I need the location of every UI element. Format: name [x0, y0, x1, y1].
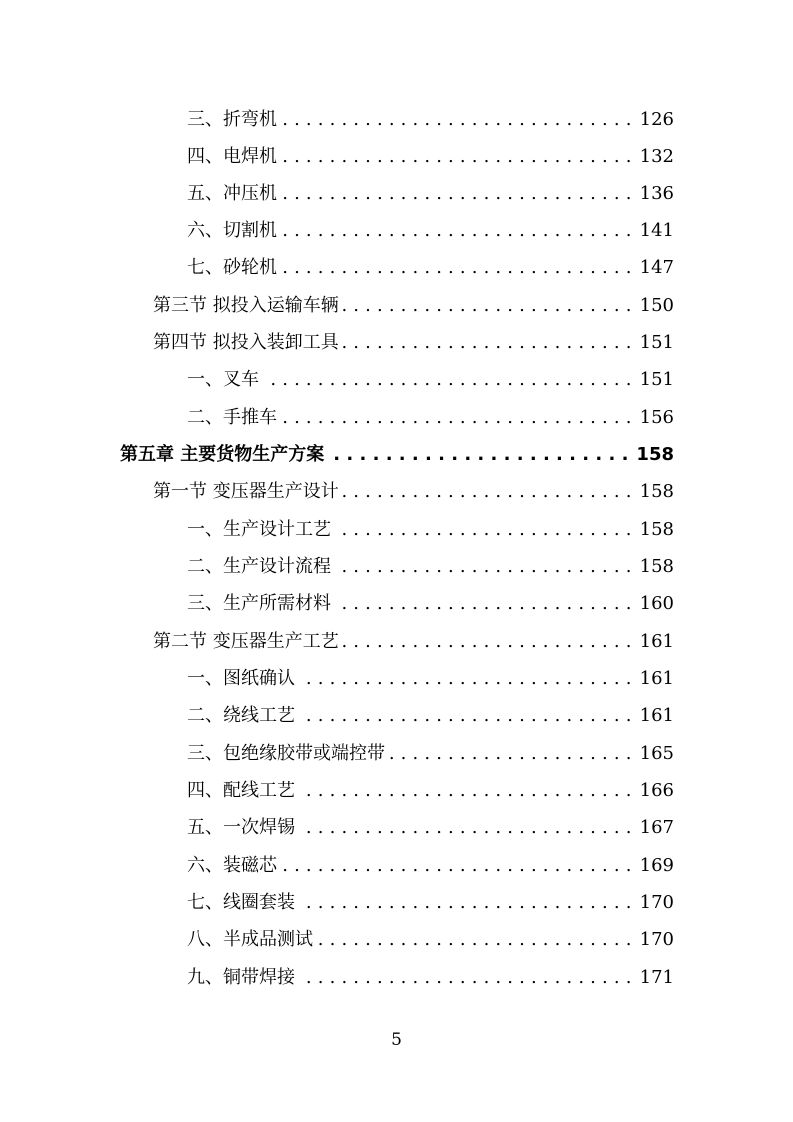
toc-entry-label: 六、装磁芯 — [187, 855, 277, 876]
toc-entry[interactable] — [187, 885, 674, 921]
dot-leader — [281, 400, 632, 436]
toc-entry-page: 158 — [639, 556, 674, 577]
toc-entry[interactable] — [153, 474, 674, 510]
toc-entry-page: 132 — [639, 146, 674, 167]
toc-entry-page: 156 — [639, 407, 674, 428]
toc-entry[interactable] — [187, 213, 674, 249]
toc-entry-page: 161 — [639, 705, 674, 726]
toc-entry-label: 第四节 拟投入装卸工具 — [153, 332, 339, 353]
dot-leader — [335, 586, 632, 622]
toc-entry-label: 一、生产设计工艺 — [187, 519, 331, 540]
toc-entry[interactable] — [187, 250, 674, 286]
dot-leader — [335, 512, 632, 548]
toc-entry[interactable] — [187, 400, 674, 436]
dot-leader — [343, 474, 632, 510]
toc-entry-label: 七、砂轮机 — [187, 257, 277, 278]
dot-leader — [299, 810, 632, 846]
toc-entry-page: 150 — [639, 295, 674, 316]
toc-entry[interactable] — [187, 698, 674, 734]
toc-entry-page: 126 — [639, 109, 674, 130]
toc-entry[interactable] — [187, 176, 674, 212]
toc-entry-label: 一、图纸确认 — [187, 668, 295, 689]
toc-entry-label: 第五章 主要货物生产方案 — [120, 444, 325, 465]
dot-leader — [281, 176, 632, 212]
dot-leader — [317, 922, 632, 958]
toc-entry-label: 五、冲压机 — [187, 183, 277, 204]
toc-entry-label: 二、绕线工艺 — [187, 705, 295, 726]
toc-entry-label: 第二节 变压器生产工艺 — [153, 631, 339, 652]
toc-entry-page: 147 — [639, 257, 674, 278]
toc-entry-label: 三、折弯机 — [187, 109, 277, 130]
toc-entry-page: 166 — [639, 780, 674, 801]
toc-chapter-entry[interactable] — [120, 437, 674, 473]
dot-leader — [281, 250, 632, 286]
toc-entry-label: 四、配线工艺 — [187, 780, 295, 801]
toc-entry-label: 八、半成品测试 — [187, 929, 313, 950]
toc-entry[interactable] — [187, 362, 674, 398]
toc-entry-label: 九、铜带焊接 — [187, 967, 295, 988]
toc-entry-label: 二、生产设计流程 — [187, 556, 331, 577]
toc-entry-page: 161 — [639, 668, 674, 689]
toc-entry-page: 171 — [639, 967, 674, 988]
toc-entry-page: 169 — [639, 855, 674, 876]
dot-leader — [328, 437, 628, 473]
toc-entry-label: 第三节 拟投入运输车辆 — [153, 295, 339, 316]
toc-entry[interactable] — [187, 848, 674, 884]
toc-entry[interactable] — [153, 624, 674, 660]
toc-entry-label: 三、包绝缘胶带或端控带 — [187, 743, 385, 764]
dot-leader — [299, 661, 632, 697]
toc-entry[interactable] — [187, 139, 674, 175]
toc-entry[interactable] — [153, 325, 674, 361]
toc-entry[interactable] — [187, 512, 674, 548]
dot-leader — [281, 848, 632, 884]
toc-entry-label: 三、生产所需材料 — [187, 593, 331, 614]
toc-entry[interactable] — [187, 773, 674, 809]
toc-entry-label: 四、电焊机 — [187, 146, 277, 167]
dot-leader — [343, 325, 632, 361]
toc-entry[interactable] — [187, 736, 674, 772]
toc-entry-label: 一、叉车 — [187, 369, 259, 390]
toc-entry-page: 161 — [639, 631, 674, 652]
dot-leader — [281, 213, 632, 249]
dot-leader — [343, 624, 632, 660]
dot-leader — [299, 773, 632, 809]
toc-entry[interactable] — [187, 810, 674, 846]
dot-leader — [281, 139, 632, 175]
toc-entry-page: 158 — [636, 444, 674, 465]
toc-entry[interactable] — [187, 661, 674, 697]
toc-entry[interactable] — [187, 960, 674, 996]
dot-leader — [299, 960, 632, 996]
toc-entry-page: 160 — [639, 593, 674, 614]
dot-leader — [389, 736, 632, 772]
dot-leader — [263, 362, 632, 398]
toc-entry-page: 165 — [639, 743, 674, 764]
toc-entry-page: 158 — [639, 481, 674, 502]
toc-entry[interactable] — [187, 922, 674, 958]
toc-entry-page: 151 — [639, 369, 674, 390]
dot-leader — [343, 288, 632, 324]
page-number: 5 — [391, 1030, 402, 1050]
toc-entry-label: 第一节 变压器生产设计 — [153, 481, 339, 502]
toc-entry[interactable] — [187, 549, 674, 585]
toc-entry-page: 136 — [639, 183, 674, 204]
toc-entry-page: 158 — [639, 519, 674, 540]
toc-entry-page: 141 — [639, 220, 674, 241]
toc-entry-page: 170 — [639, 892, 674, 913]
dot-leader — [299, 885, 632, 921]
dot-leader — [299, 698, 632, 734]
toc-entry-label: 二、手推车 — [187, 407, 277, 428]
toc-entry-label: 五、一次焊锡 — [187, 817, 295, 838]
toc-entry-label: 七、线圈套装 — [187, 892, 295, 913]
toc-entry-page: 167 — [639, 817, 674, 838]
toc-entry[interactable] — [187, 586, 674, 622]
toc-entry-page: 151 — [639, 332, 674, 353]
dot-leader — [281, 102, 632, 138]
toc-entry[interactable] — [153, 288, 674, 324]
toc-entry-label: 六、切割机 — [187, 220, 277, 241]
dot-leader — [335, 549, 632, 585]
toc-entry[interactable] — [187, 102, 674, 138]
toc-entry-page: 170 — [639, 929, 674, 950]
